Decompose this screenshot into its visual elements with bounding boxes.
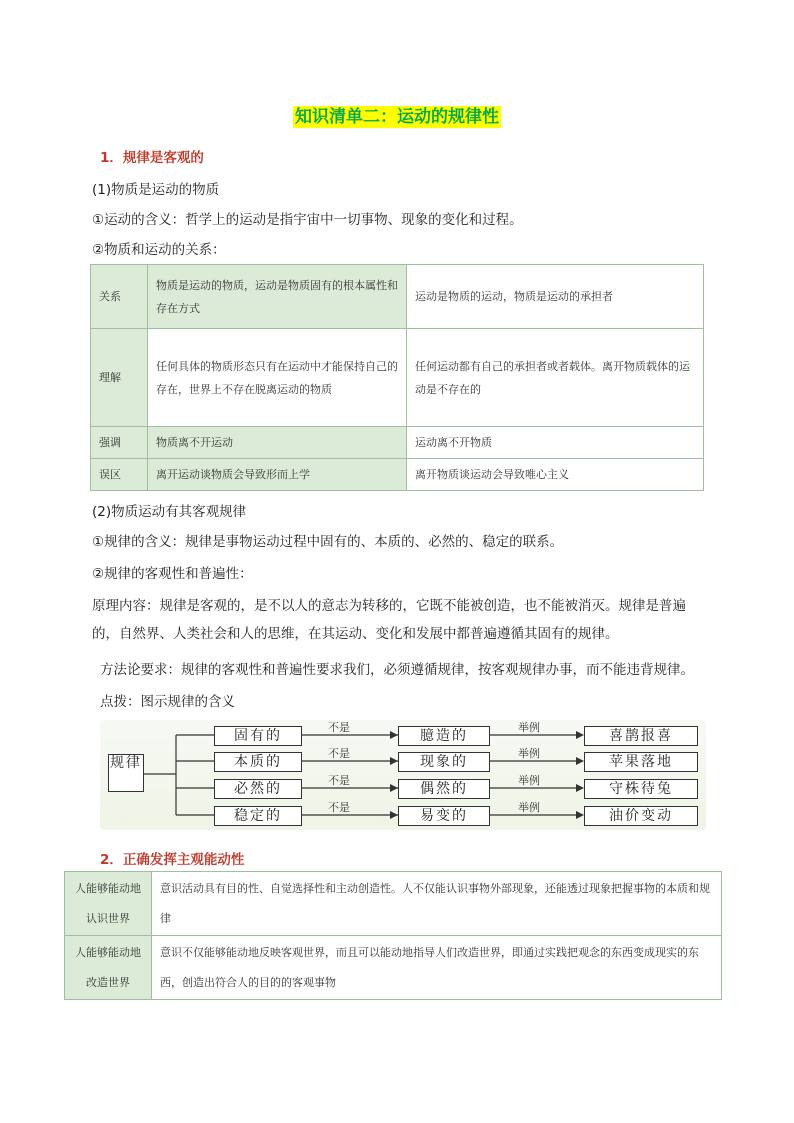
- row-head: 人能够能动地认识世界: [65, 872, 152, 936]
- cell-motion: 运动是物质的运动，物质是运动的承担者: [407, 265, 704, 329]
- middle-box: 易变的: [398, 806, 490, 826]
- section2-heading: 2．正确发挥主观能动性: [100, 852, 245, 868]
- section1-heading: 1．规律是客观的: [100, 150, 204, 166]
- row-body: 意识活动具有目的性、自觉选择性和主动创造性。人不仅能认识事物外部现象，还能透过现象把握事物的本质和规律: [152, 872, 722, 936]
- example-label: 举例: [518, 721, 540, 734]
- relation-label: 不是: [328, 801, 350, 814]
- item-1: ①运动的含义：哲学上的运动是指宇宙中一切事物、现象的变化和过程。: [92, 212, 523, 228]
- sub-heading-2: (2)物质运动有其客观规律: [92, 504, 247, 520]
- row-head: 强调: [91, 427, 148, 459]
- example-label: 举例: [518, 747, 540, 760]
- row-head: 人能够能动地改造世界: [65, 936, 152, 1000]
- relation-label: 不是: [328, 774, 350, 787]
- tip-text: 点拨：图示规律的含义: [100, 694, 235, 710]
- row-body: 意识不仅能够能动地反映客观世界，而且可以能动地指导人们改造世界，即通过实践把观念的东西变成现实的东西，创造出符合人的目的的客观事物: [152, 936, 722, 1000]
- title-text: 知识清单二：运动的规律性: [295, 107, 499, 127]
- page-title: [0, 102, 794, 127]
- right-box: 守株待兔: [584, 779, 698, 799]
- matter-motion-table: [90, 264, 704, 491]
- table-row: [65, 872, 722, 936]
- item-2: ②物质和运动的关系：: [92, 242, 226, 258]
- relation-label: 不是: [328, 721, 350, 734]
- middle-box: 现象的: [398, 752, 490, 772]
- example-label: 举例: [518, 801, 540, 814]
- cell-matter: 物质离不开运动: [148, 427, 407, 459]
- cell-motion: 运动离不开物质: [407, 427, 704, 459]
- root-law-box: 规律: [108, 754, 144, 792]
- relation-label: 不是: [328, 747, 350, 760]
- left-box: 稳定的: [214, 806, 302, 826]
- table-row: [91, 427, 704, 459]
- row-head: 理解: [91, 329, 148, 427]
- middle-box: 臆造的: [398, 726, 490, 746]
- left-box: 本质的: [214, 752, 302, 772]
- initiative-table: [64, 871, 722, 1000]
- cell-matter: 物质是运动的物质，运动是物质固有的根本属性和存在方式: [148, 265, 407, 329]
- left-box: 必然的: [214, 779, 302, 799]
- law-diagram: [100, 720, 706, 830]
- right-box: 油价变动: [584, 806, 698, 826]
- method-text: 方法论要求：规律的客观性和普遍性要求我们，必须遵循规律，按客观规律办事，而不能违背规律。: [100, 662, 694, 678]
- table-row: [91, 459, 704, 491]
- table-row: [91, 329, 704, 427]
- right-box: 苹果落地: [584, 752, 698, 772]
- row-head: 关系: [91, 265, 148, 329]
- item-4: ②规律的客观性和普遍性：: [92, 566, 253, 582]
- cell-matter: 离开运动谈物质会导致形而上学: [148, 459, 407, 491]
- principle-text: [92, 592, 712, 648]
- sub-heading-1: (1)物质是运动的物质: [92, 182, 220, 198]
- example-label: 举例: [518, 774, 540, 787]
- row-head: 误区: [91, 459, 148, 491]
- middle-box: 偶然的: [398, 779, 490, 799]
- table-row: [65, 936, 722, 1000]
- cell-motion: 离开物质谈运动会导致唯心主义: [407, 459, 704, 491]
- right-box: 喜鹊报喜: [584, 726, 698, 746]
- table-row: [91, 265, 704, 329]
- cell-motion: 任何运动都有自己的承担者或者载体。离开物质载体的运动是不存在的: [407, 329, 704, 427]
- principle-content: 原理内容：规律是客观的，是不以人的意志为转移的，它既不能被创造，也不能被消灭。规律是普遍的，自然界、人类社会和人的思维，在其运动、变化和发展中都普遍遵循其固有的规律。: [92, 598, 686, 642]
- left-box: 固有的: [214, 726, 302, 746]
- item-3: ①规律的含义：规律是事物运动过程中固有的、本质的、必然的、稳定的联系。: [92, 534, 564, 550]
- cell-matter: 任何具体的物质形态只有在运动中才能保持自己的存在，世界上不存在脱离运动的物质: [148, 329, 407, 427]
